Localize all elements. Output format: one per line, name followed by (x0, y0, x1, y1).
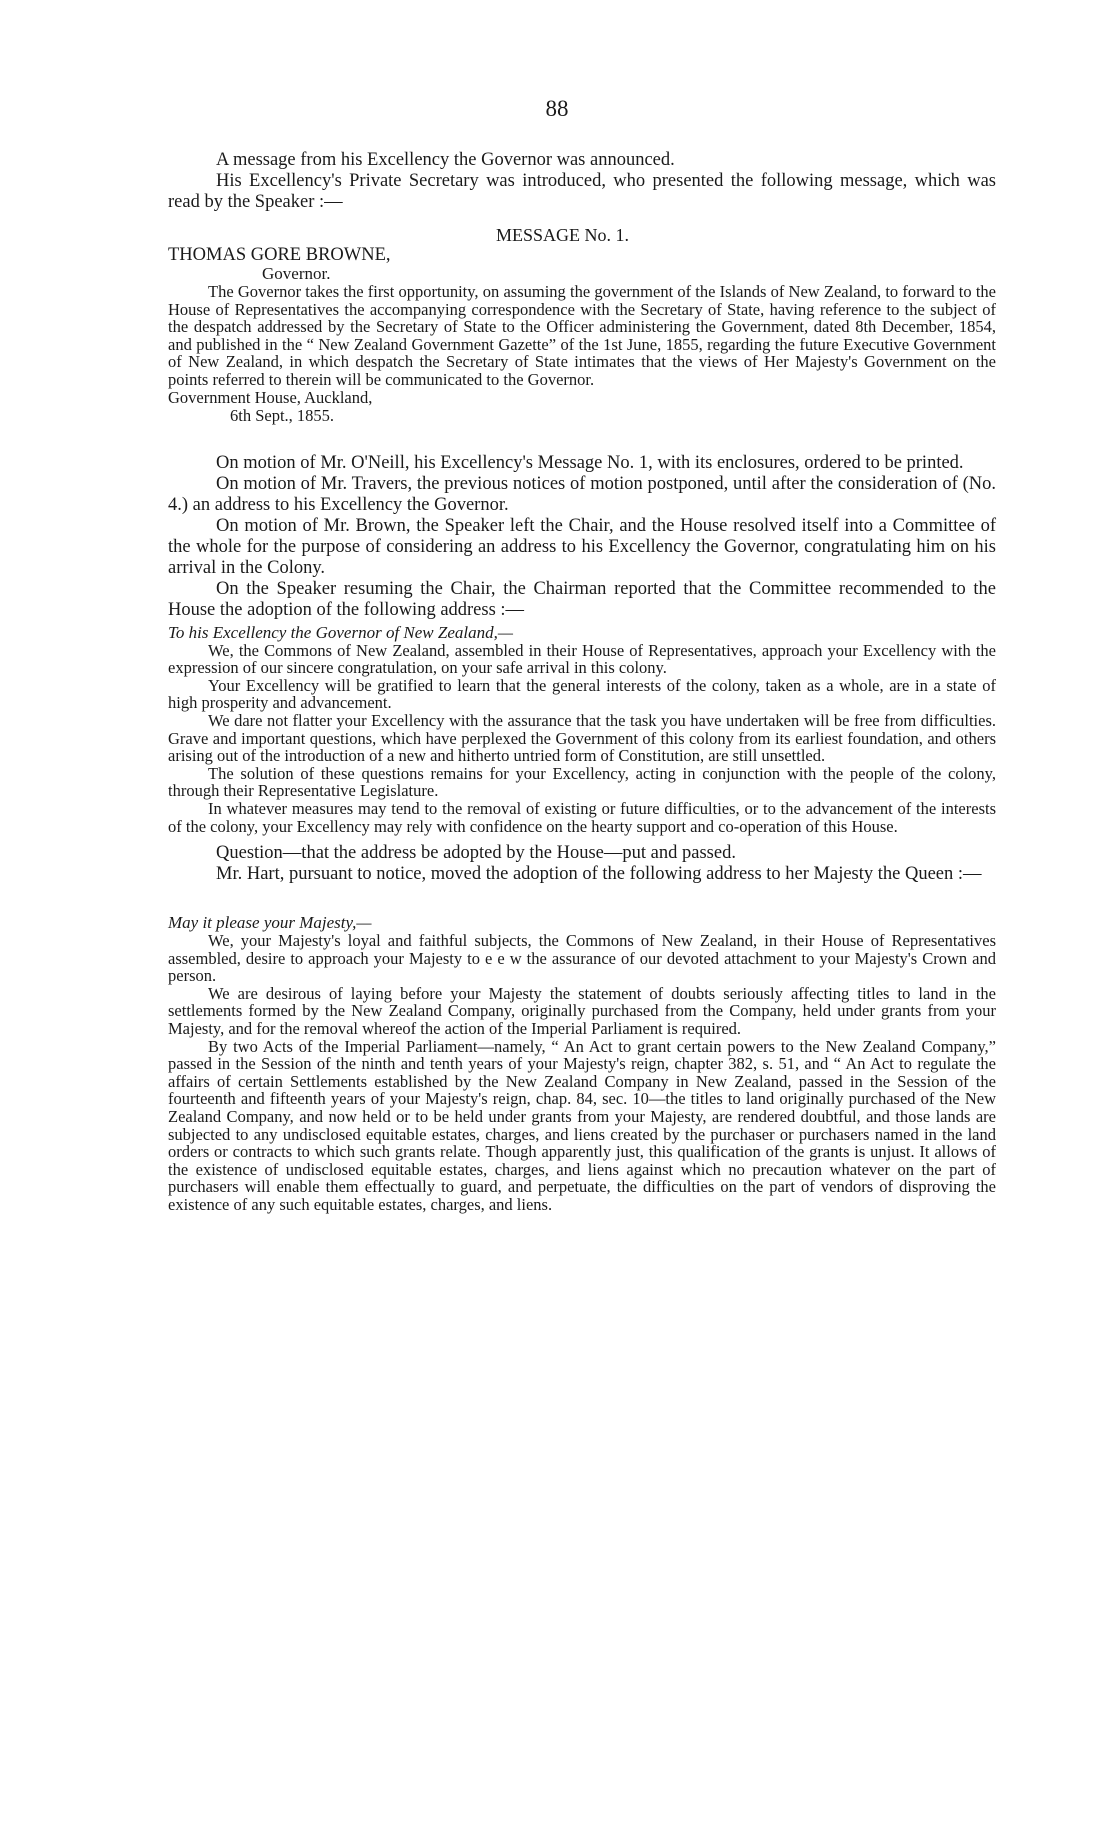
governor-address-paragraph: We dare not flatter your Excellency with the assurance that the task you have undertaken will be free from difficulties. Grave and important questions, which have perplexed the Government of this colony from its earliest foundation, and others arising out of the introduction of a new and hitherto untried form of Constitution, are still unsettled. (168, 710, 996, 766)
governor-address-paragraph: Your Excellency will be gratified to learn that the general interests of the colony, taken as a whole, are in a state of high prosperity and advancement. (168, 675, 996, 713)
text-column (168, 150, 996, 1214)
queen-address-paragraph: We, your Majesty's loyal and faithful subjects, the Commons of New Zealand, in their House of Representatives assembled, desire to approach your Majesty to e e w the assurance of our devoted attachment to your Majesty's Crown and person. (168, 931, 996, 986)
motion-hart: Mr. Hart, pursuant to notice, moved the adoption of the following address to her Majesty the Queen :— (216, 864, 982, 885)
message-sender: THOMAS GORE BROWNE, (168, 245, 391, 265)
question-passed: Question—that the address be adopted by the House—put and passed. (216, 843, 736, 864)
message-heading: MESSAGE No. 1. (496, 225, 630, 245)
queen-address-paragraph: By two Acts of the Imperial Parliament—namely, “ An Act to grant certain powers to the New Zealand Company,” passed in the Session of the ninth and tenth years of your Majesty's reign, chapter 382, s. 51, and “ An Act to regulate the affairs of certain Settlements established by the New Zealand Company in New Zealand, passed in the Session of the fourteenth and fifteenth years of your Majesty's reign, chap. 84, sec. 10—the titles to land originally purchased of the New Zealand Company, and now held or to be held under grants from your Majesty, are rendered doubtful, and those lands are subjected to any undisclosed equitable estates, charges, and liens created by the purchaser or purchasers named in the land orders or contracts to which such grants relate. Though apparently just, this qualification of the grants is unjust. It allows of the existence of undisclosed equitable estates, charges, and liens against which no precaution whatever on the part of purchasers will enable them effectually to guard, and perpetuate, the difficulties on the part of vendors of disproving the existence of any such equitable estates, charges, and liens. (168, 1036, 996, 1214)
governor-address-paragraph: We, the Commons of New Zealand, assembled in their House of Representatives, approach your Excellency with the expression of our sincere congratulation, on your safe arrival in this colony. (168, 640, 996, 678)
committee-report: On the Speaker resuming the Chair, the Chairman reported that the Committee recommended to the House the adoption of the following address :— (168, 578, 996, 620)
governor-address-paragraph: The solution of these questions remains for your Excellency, acting in conjunction with the people of the colony, through their Representative Legislature. (168, 763, 996, 801)
queen-address-paragraph: We are desirous of laying before your Majesty the statement of doubts seriously affecting titles to land in the settlements formed by the New Zealand Company, originally purchased from the Company, held under grants from your Majesty, and for the removal whereof the action of the Imperial Parliament is required. (168, 983, 996, 1039)
page-number: 88 (545, 96, 569, 121)
governor-address-salutation: To his Excellency the Governor of New Zealand,— (168, 622, 513, 642)
message-body: The Governor takes the first opportunity, on assuming the government of the Islands of New Zealand, to forward to the House of Representatives the accompanying correspondence with the Secretary of State, having reference to the subject of the despatch addressed by the Secretary of State to the Officer administering the Government, dated 8th December, 1854, and published in the “ New Zealand Government Gazette” of the 1st June, 1855, regarding the future Executive Government of New Zealand, in which despatch the Secretary of State intimates that the views of Her Majesty's Government on the points referred to therein will be communicated to the Governor. (168, 282, 996, 389)
message-sender-title: Governor. (262, 264, 331, 283)
message-place: Government House, Auckland, (168, 387, 373, 407)
motion-oneill: On motion of Mr. O'Neill, his Excellency's Message No. 1, with its enclosures, ordered to be printed. (216, 452, 964, 473)
intro-announcement: A message from his Excellency the Governor was announced. (216, 150, 675, 170)
queen-address-salutation: May it please your Majesty,— (168, 913, 372, 933)
motion-brown: On motion of Mr. Brown, the Speaker left the Chair, and the House resolved itself into a Committee of the whole for the purpose of considering an address to his Excellency the Governor, congratulating him on his arrival in the Colony. (168, 515, 996, 578)
motion-travers: On motion of Mr. Travers, the previous notices of motion postponed, until after the consideration of (No. 4.) an address to his Excellency the Governor. (168, 473, 996, 515)
governor-address-paragraph: In whatever measures may tend to the removal of existing or future difficulties, or to the advancement of the interests of the colony, your Excellency may rely with confidence on the hearty support and co-operation of this House. (168, 798, 996, 836)
message-date: 6th Sept., 1855. (230, 405, 335, 425)
intro-presentation: His Excellency's Private Secretary was introduced, who presented the following message, which was read by the Speaker :— (168, 171, 996, 212)
